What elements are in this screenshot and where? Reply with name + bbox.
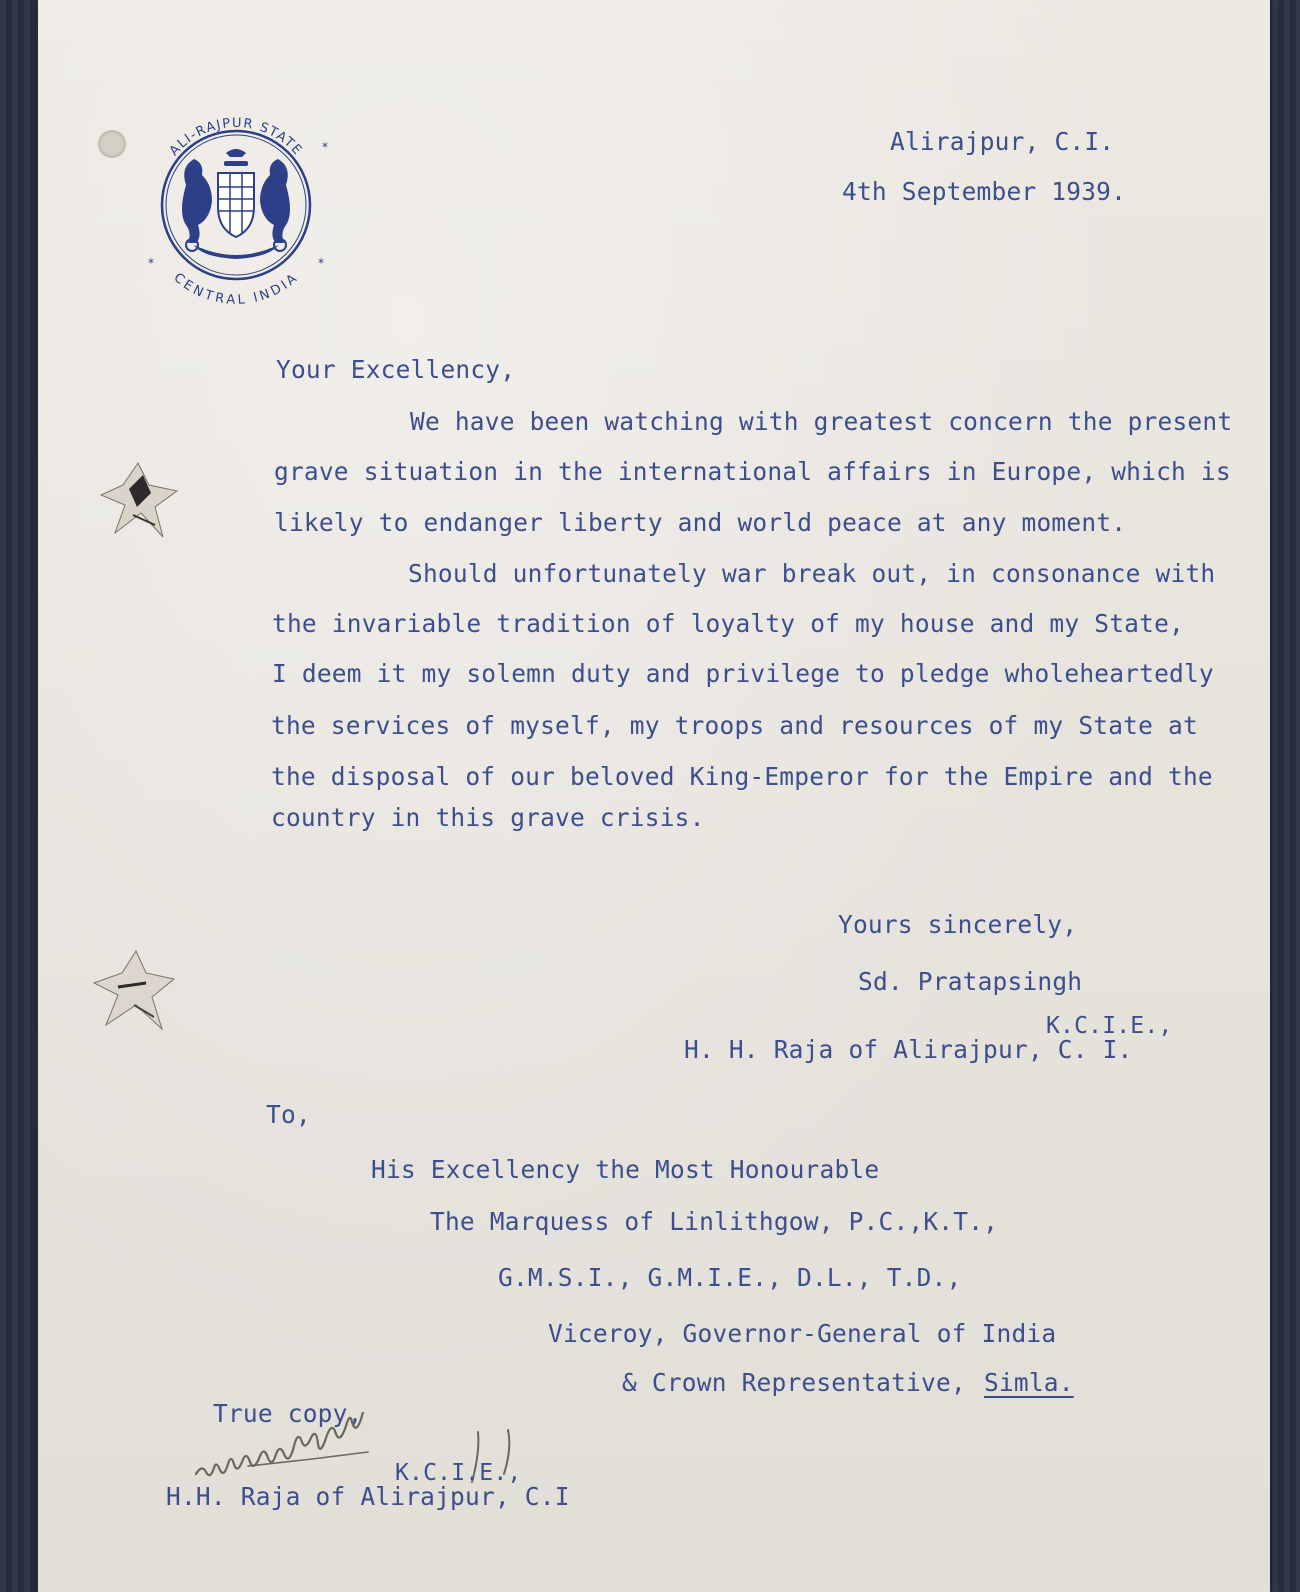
punch-hole [98,130,126,158]
svg-text:CENTRAL INDIA: CENTRAL INDIA [170,270,302,308]
body-line: country in this grave crisis. [271,803,705,832]
body-line: likely to endanger liberty and world peace at any moment. [274,508,1127,537]
body-line: I deem it my solemn duty and privilege to pledge wholeheartedly [272,659,1214,688]
letter-paper [38,0,1270,1592]
paper-tear-upper [93,455,183,545]
recipient-to: To, [266,1100,311,1129]
recipient-line: The Marquess of Linlithgow, P.C.,K.T., [430,1207,999,1236]
svg-text:*: * [148,256,154,270]
true-copy-label: True copy, [213,1399,363,1428]
body-line: Should unfortunately war break out, in consonance with [408,559,1216,588]
svg-text:*: * [322,140,328,154]
state-seal [126,95,346,315]
seal-bottom-text [171,270,302,308]
body-line: the invariable tradition of loyalty of my house and my State, [272,609,1184,638]
recipient-line: G.M.S.I., G.M.I.E., D.L., T.D., [498,1263,962,1292]
true-copy-title: H.H. Raja of Alirajpur, C.I [166,1482,570,1511]
closing-title: H. H. Raja of Alirajpur, C. I. [684,1035,1133,1064]
valediction: Yours sincerely, [838,910,1078,939]
body-line: We have been watching with greatest concern the present [410,407,1233,436]
body-line: the disposal of our beloved King-Emperor for the Empire and the [271,762,1213,791]
recipient-line: & Crown Representative, [622,1368,966,1397]
signed-name: Sd. Pratapsingh [858,967,1083,996]
closing-honours: K.C.I.E., [1046,1013,1173,1039]
svg-text:*: * [318,256,324,270]
coat-of-arms-icon [182,149,290,259]
letter-date: 4th September 1939. [842,177,1127,206]
body-line: the services of myself, my troops and resources of my State at [271,711,1198,740]
recipient-line: His Excellency the Most Honourable [371,1155,880,1184]
paper-tear-lower [88,945,178,1035]
svg-text:ALI-RAJPUR STATE: ALI-RAJPUR STATE [166,115,306,159]
salutation: Your Excellency, [276,355,516,384]
recipient-city: Simla. [984,1368,1074,1397]
recipient-line: Viceroy, Governor-General of India [548,1319,1057,1348]
body-line: grave situation in the international affairs in Europe, which is [274,457,1231,486]
true-copy-honours: K.C.I.E., [395,1460,522,1486]
letter-place: Alirajpur, C.I. [890,127,1115,156]
